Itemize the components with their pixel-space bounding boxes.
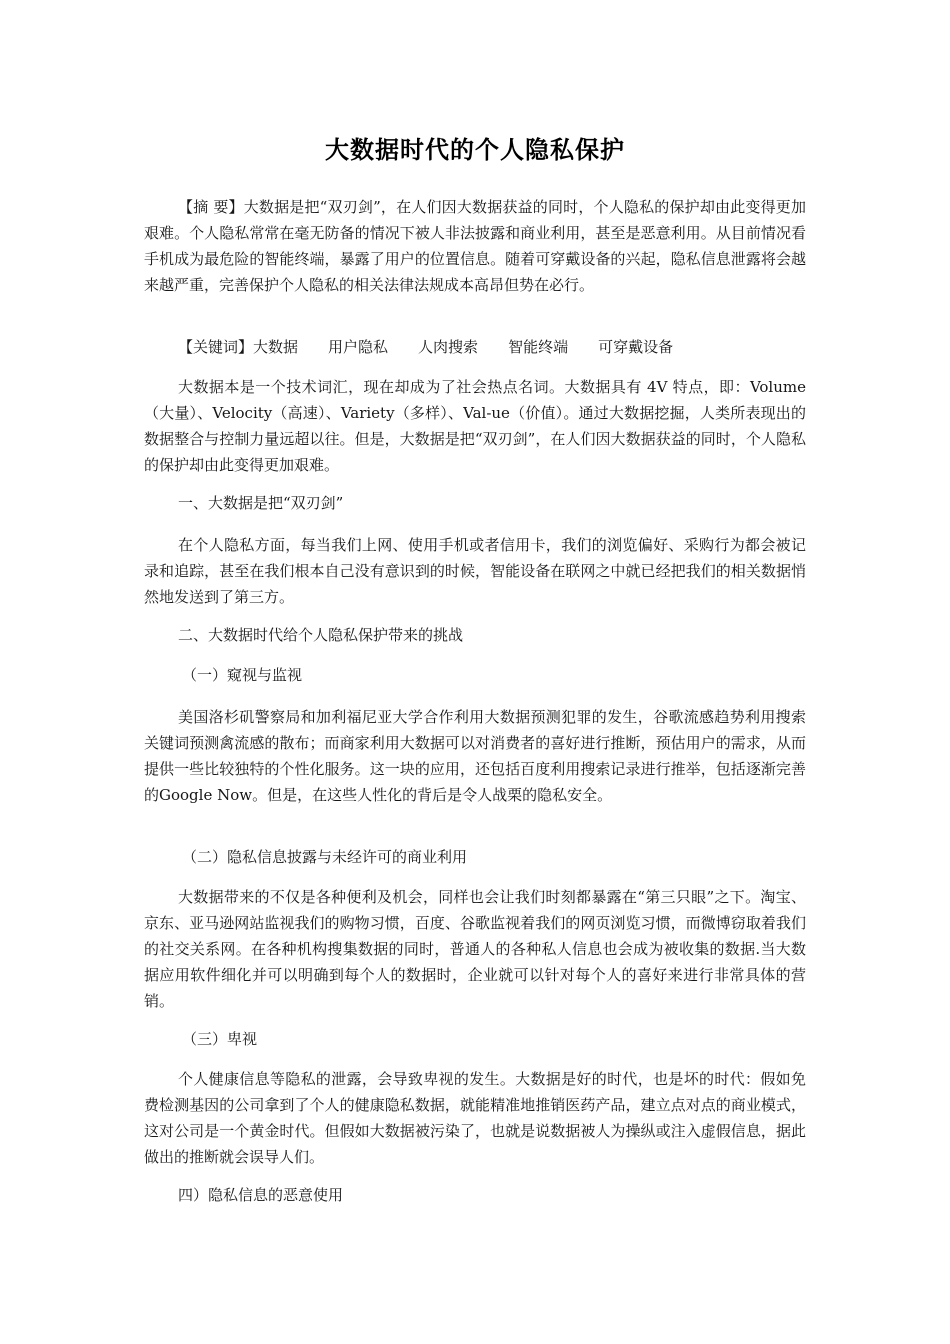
keyword-item: 大数据 bbox=[253, 338, 299, 356]
section-heading-2: 二、大数据时代给个人隐私保护带来的挑战 bbox=[178, 626, 464, 644]
subsection-heading-3: （三）卑视 bbox=[182, 1030, 258, 1048]
subsection-3-paragraph: 个人健康信息等隐私的泄露，会导致卑视的发生。大数据是好的时代，也是坏的时代：假如免费检测基因的公司拿到了个人的健康隐私数据，就能精准地推销医药产品，建立点对点的商业模式，这对公司是一个黄金时代。但假如大数据被污染了，也就是说数据被人为操纵或注入虚假信息，据此做出的推断就会误导人们。 bbox=[144, 1070, 806, 1166]
document-title: 大数据时代的个人隐私保护 bbox=[325, 136, 625, 164]
keyword-item: 人肉搜索 bbox=[418, 338, 479, 356]
abstract-paragraph: 【摘 要】大数据是把“双刃剑”，在人们因大数据获益的同时，个人隐私的保护却由此变得更加艰难。个人隐私常常在毫无防备的情况下被人非法披露和商业利用，甚至是恶意利用。从目前情况看手机成为最危险的智能终端，暴露了用户的位置信息。随着可穿戴设备的兴起，隐私信息泄露将会越来越严重，完善保护个人隐私的相关法律法规成本高昂但势在必行。 bbox=[144, 198, 806, 294]
subsection-heading-2: （二）隐私信息披露与未经许可的商业利用 bbox=[182, 848, 468, 866]
section-heading-1: 一、大数据是把“双刃剑” bbox=[178, 494, 344, 512]
keywords-line bbox=[178, 334, 703, 360]
subsection-2-paragraph: 大数据带来的不仅是各种便利及机会，同样也会让我们时刻都暴露在“第三只眼”之下。淘宝、京东、亚马逊网站监视我们的购物习惯，百度、谷歌监视着我们的网页浏览习惯，而微博窃取着我们的社交关系网。在各种机构搜集数据的同时，普通人的各种私人信息也会成为被收集的数据.当大数据应用软件细化并可以明确到每个人的数据时，企业就可以针对每个人的喜好来进行非常具体的营销。 bbox=[144, 888, 806, 1010]
keywords-label: 【关键词】 bbox=[178, 338, 254, 356]
intro-paragraph: 大数据本是一个技术词汇，现在却成为了社会热点名词。大数据具有 4V 特点，即：Volume（大量）、Velocity（高速）、Variety（多样）、Val-ue（价值）。通过大数据挖掘，人类所表现出的数据整合与控制力量远超以往。但是，大数据是把“双刃剑”，在人们因大数据获益的同时，个人隐私的保护却由此变得更加艰难。 bbox=[144, 378, 806, 474]
keyword-item: 可穿戴设备 bbox=[598, 338, 674, 356]
keyword-item: 用户隐私 bbox=[328, 338, 389, 356]
section-1-paragraph: 在个人隐私方面，每当我们上网、使用手机或者信用卡，我们的浏览偏好、采购行为都会被记录和追踪，甚至在我们根本自己没有意识到的时候，智能设备在联网之中就已经把我们的相关数据悄然地发送到了第三方。 bbox=[144, 536, 806, 606]
subsection-heading-1: （一）窥视与监视 bbox=[182, 666, 303, 684]
keyword-item: 智能终端 bbox=[508, 338, 569, 356]
subsection-1-paragraph: 美国洛杉矶警察局和加利福尼亚大学合作利用大数据预测犯罪的发生，谷歌流感趋势利用搜索关键词预测禽流感的散布；而商家利用大数据可以对消费者的喜好进行推断，预估用户的需求，从而提供一些比较独特的个性化服务。这一块的应用，还包括百度利用搜索记录进行推举，包括逐渐完善的Google Now。但是，在这些人性化的背后是令人战栗的隐私安全。 bbox=[144, 708, 806, 804]
subsection-heading-4: 四）隐私信息的恶意使用 bbox=[178, 1186, 344, 1204]
